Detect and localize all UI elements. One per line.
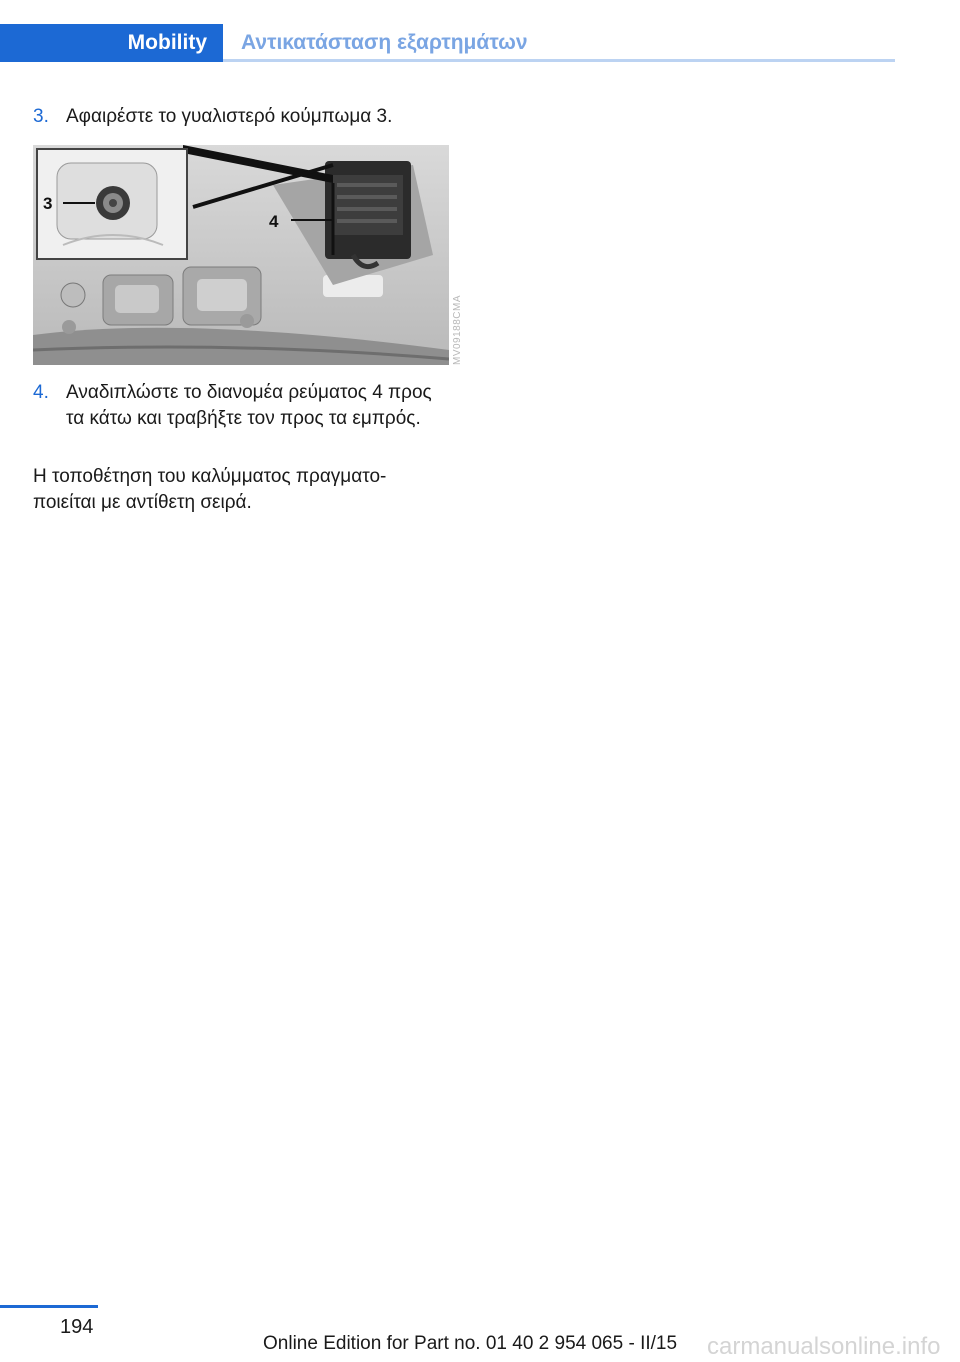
reassembly-note: Η τοποθέτηση του καλύμματος πραγματο-ποιείται με αντίθετη σειρά. [33,466,387,513]
chapter-tab[interactable]: Mobility [0,24,223,62]
header-rule [223,59,895,62]
watermark: carmanualsonline.info [707,1333,941,1360]
page-number: 194 [60,1316,94,1338]
section-title[interactable]: Αντικατάσταση εξαρτημάτων [241,31,528,54]
callout-4: 4 [269,212,279,231]
edition-text: Online Edition for Part no. 01 40 2 954 065 - II/15 [263,1333,678,1354]
step-text: Αφαιρέστε το γυαλιστερό κούμπωμα 3. [66,106,393,127]
callout-3: 3 [43,194,53,213]
fuse-box-photo [33,145,449,365]
instruction-figure [33,145,449,365]
step-text: Αναδιπλώστε το διανομέα ρεύματος 4 προς τα κάτω και τραβήξτε τον προς τα εμπρός. [66,382,432,429]
page-header [0,24,895,62]
step-number: 3. [33,106,49,127]
footer-rule [0,1305,98,1308]
figure-code: MV09188CMA [452,294,463,365]
step-number: 4. [33,382,49,403]
